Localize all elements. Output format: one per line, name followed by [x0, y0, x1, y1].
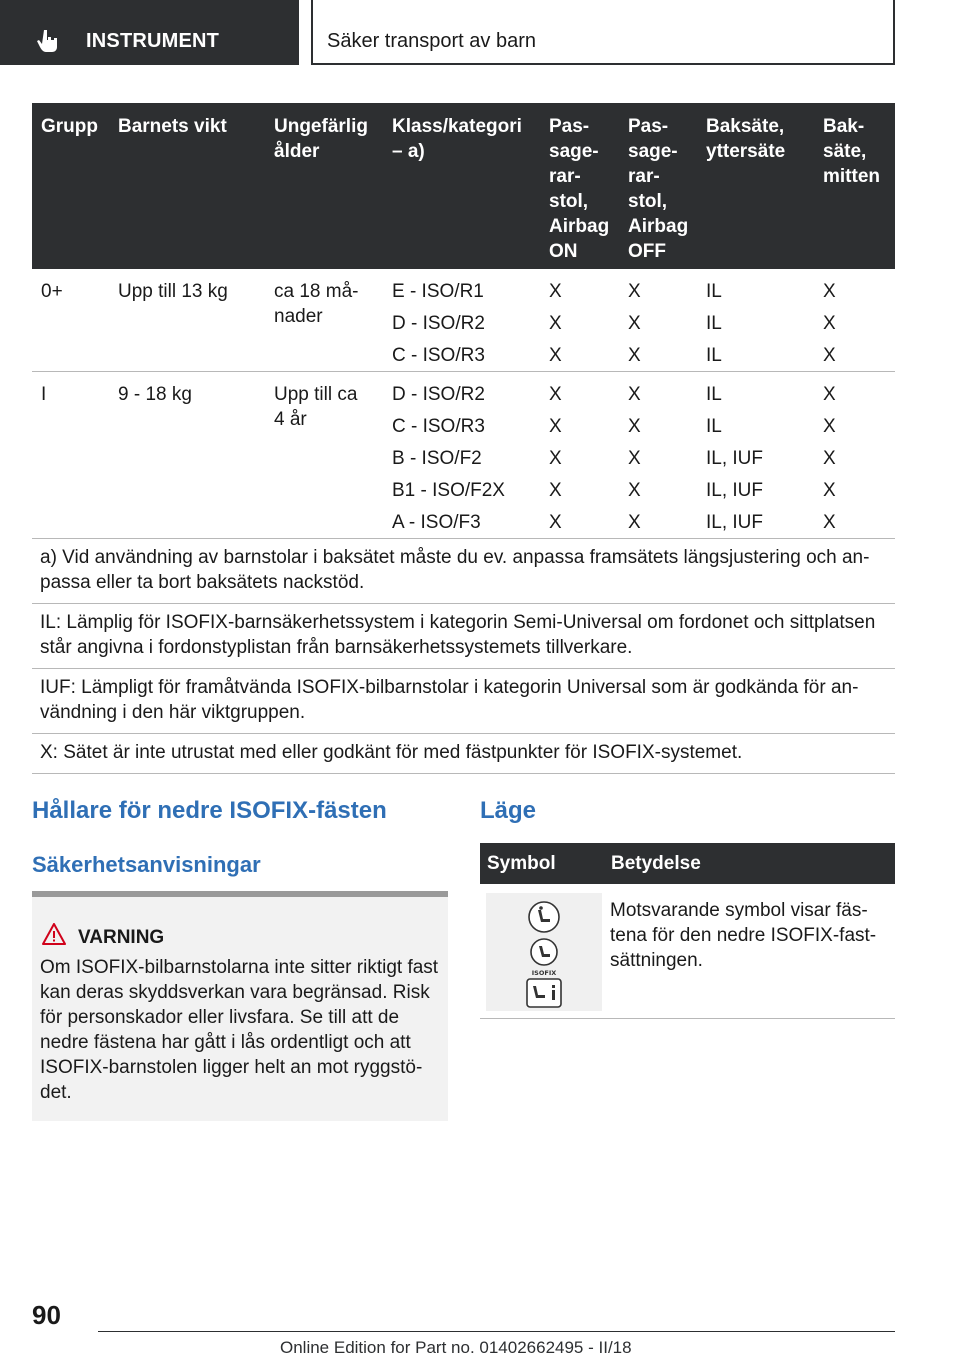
- isofix-seat-icon: [526, 899, 562, 935]
- col-header-class: Klass/kategori – a): [392, 116, 522, 162]
- isofix-label-icon: [526, 937, 562, 977]
- col-header-rear-middle: Bak- säte, mitten: [823, 116, 880, 187]
- chapter-tab: [0, 0, 299, 65]
- cell-classes: [392, 382, 505, 542]
- class-item: A - ISO/F3: [392, 512, 481, 533]
- table-header: [32, 103, 895, 269]
- footer-divider: [98, 1331, 895, 1332]
- cell-rear-outer: [706, 382, 763, 542]
- col-header-rear-outer: Baksäte, yttersäte: [706, 116, 786, 162]
- footer-edition: Online Edition for Part no. 01402662495 - II/18: [280, 1338, 632, 1357]
- class-item: E - ISO/R1: [392, 281, 484, 302]
- cell-weight: Upp till 13 kg: [118, 281, 228, 302]
- value-item: X: [549, 313, 562, 334]
- warning-triangle-icon: [42, 923, 66, 945]
- cell-age: ca 18 må- nader: [274, 281, 359, 327]
- value-item: X: [549, 448, 562, 469]
- value-item: X: [628, 313, 641, 334]
- col-header-age: Ungefärlig ålder: [274, 116, 368, 162]
- value-item: IL: [706, 384, 722, 405]
- symbol-table-header: [480, 843, 895, 884]
- value-item: X: [823, 384, 836, 405]
- value-item: X: [823, 416, 836, 437]
- symbol-meaning: Motsvarande symbol visar fäs- tena för den nedre ISOFIX-fast- sättningen.: [610, 900, 877, 971]
- value-item: X: [628, 384, 641, 405]
- cell-rear-middle: [823, 279, 836, 375]
- chapter-label: INSTRUMENT: [86, 30, 220, 52]
- cell-age: Upp till ca 4 år: [274, 384, 358, 430]
- value-item: X: [628, 512, 641, 533]
- value-item: X: [628, 448, 641, 469]
- value-item: X: [549, 384, 562, 405]
- warning-box: [32, 891, 448, 1121]
- class-item: B1 - ISO/F2X: [392, 480, 505, 501]
- cell-group: 0+: [41, 281, 63, 302]
- value-item: X: [823, 448, 836, 469]
- cell-airbag-on: [549, 382, 562, 542]
- col-header-group: Grupp: [41, 116, 98, 137]
- table-note-iuf: IUF: Lämpligt för framåtvända ISOFIX-bilbarnstolar i kategorin Universal som är godkända för an- vändning i den här viktgruppen.: [32, 669, 895, 734]
- col-header-meaning: Betydelse: [611, 853, 701, 874]
- table-note-a: a) Vid användning av barnstolar i baksätet måste du ev. anpassa framsätets längsjustering och an- passa eller ta bort baksätets nackstöd.: [32, 539, 895, 604]
- value-item: X: [823, 480, 836, 501]
- value-item: X: [628, 281, 641, 302]
- col-header-symbol: Symbol: [487, 853, 556, 874]
- cell-group: I: [41, 384, 47, 405]
- value-item: IL: [706, 281, 722, 302]
- class-item: D - ISO/R2: [392, 313, 485, 334]
- position-heading: Läge: [480, 797, 537, 824]
- value-item: X: [628, 345, 641, 366]
- value-item: X: [823, 345, 836, 366]
- page-number: 90: [32, 1300, 61, 1330]
- section-title: Säker transport av barn: [327, 30, 536, 52]
- isofix-info-icon: [526, 978, 562, 1008]
- class-item: C - ISO/R3: [392, 416, 485, 437]
- subsection-heading: Säkerhetsanvisningar: [32, 852, 261, 877]
- value-item: X: [628, 416, 641, 437]
- warning-title: VARNING: [78, 927, 165, 948]
- value-item: X: [549, 281, 562, 302]
- value-item: X: [549, 345, 562, 366]
- col-header-airbag-off: Pas- sage- rar- stol, Airbag OFF: [628, 116, 689, 262]
- value-item: IL, IUF: [706, 512, 764, 533]
- isofix-table: [32, 103, 895, 774]
- value-item: X: [549, 480, 562, 501]
- col-header-weight: Barnets vikt: [118, 116, 227, 137]
- class-item: B - ISO/F2: [392, 448, 482, 469]
- cell-weight: 9 - 18 kg: [118, 384, 192, 405]
- cell-airbag-off: [628, 279, 641, 375]
- value-item: X: [823, 313, 836, 334]
- cell-rear-outer: [706, 279, 722, 375]
- value-item: X: [823, 512, 836, 533]
- table-note-il: IL: Lämplig för ISOFIX-barnsäkerhetssystem i kategorin Semi-Universal om fordonet och sittplatsen står angivna i fordonstyplistan från barnsäkerhetssystemets tillverkare.: [32, 604, 895, 669]
- value-item: X: [549, 416, 562, 437]
- cell-airbag-on: [549, 279, 562, 375]
- value-item: IL: [706, 416, 722, 437]
- cell-classes: [392, 279, 485, 375]
- col-header-airbag-on: Pas- sage- rar- stol, Airbag ON: [549, 116, 610, 262]
- section-title-box: [311, 0, 895, 65]
- symbol-row: [480, 884, 895, 1019]
- class-item: C - ISO/R3: [392, 345, 485, 366]
- table-row: [32, 372, 895, 539]
- value-item: X: [549, 512, 562, 533]
- value-item: X: [823, 281, 836, 302]
- value-item: IL, IUF: [706, 448, 764, 469]
- value-item: IL, IUF: [706, 480, 764, 501]
- value-item: X: [628, 480, 641, 501]
- table-row: [32, 269, 895, 372]
- value-item: IL: [706, 345, 722, 366]
- warning-text: Om ISOFIX-bilbarnstolarna inte sitter riktigt fast kan deras skyddsverkan vara begränsad. Risk för personskador eller livsfara. Se till att de nedre fästena har gått i lås ordentligt och att ISOFIX-barnstolen ligger helt an mot ryggstö-det.: [40, 957, 439, 1103]
- cell-airbag-off: [628, 382, 641, 542]
- cell-rear-middle: [823, 382, 836, 542]
- table-note-x: X: Sätet är inte utrustat med eller godkänt för med fästpunkter för ISOFIX-systemet.: [32, 734, 895, 774]
- isofix-label-text: ISOFIX: [531, 969, 557, 977]
- symbol-table: [480, 843, 895, 1019]
- class-item: D - ISO/R2: [392, 384, 485, 405]
- hand-pointer-icon: [36, 28, 62, 54]
- value-item: IL: [706, 313, 722, 334]
- symbol-box: [486, 893, 602, 1011]
- section-heading: Hållare för nedre ISOFIX-fästen: [32, 797, 387, 824]
